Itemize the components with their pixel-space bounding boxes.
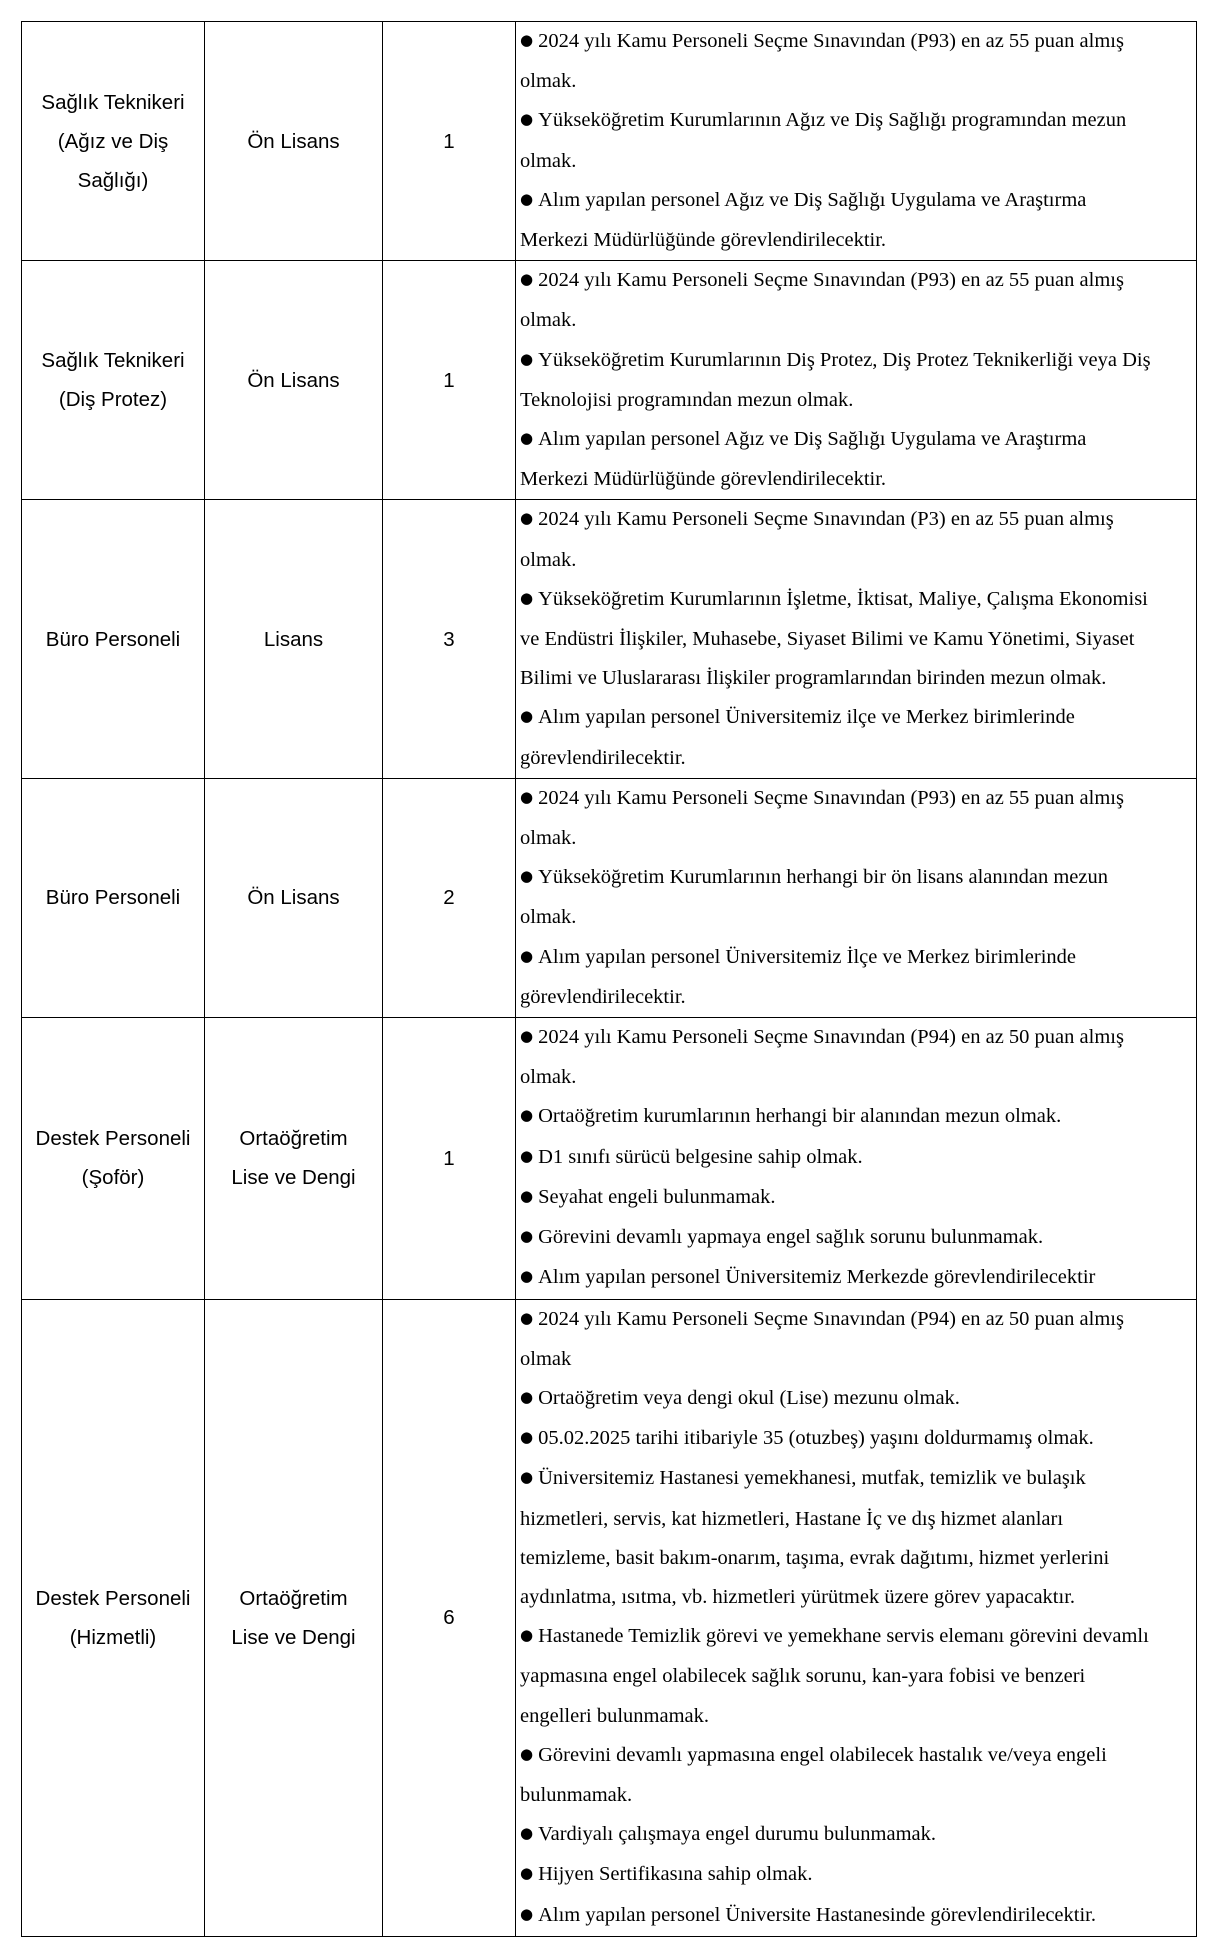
requirement-line	[520, 1419, 1192, 1459]
requirement-text: D1 sınıfı sürücü belgesine sahip olmak.	[538, 1145, 863, 1168]
position-count-cell	[383, 500, 516, 778]
requirement-line	[520, 1340, 1192, 1379]
requirements-list	[520, 261, 1192, 499]
bullet-icon: ●	[520, 707, 534, 726]
requirement-text: engelleri bulunmamak.	[520, 1704, 709, 1727]
requirement-text: aydınlatma, ısıtma, vb. hizmetleri yürütmek üzere görev yapacaktır.	[520, 1585, 1076, 1608]
requirement-item	[520, 261, 1192, 340]
requirement-line	[520, 181, 1192, 221]
requirement-line	[520, 1657, 1192, 1696]
requirement-text: olmak.	[520, 827, 577, 850]
requirement-text: Hastanede Temizlik görevi ve yemekhane servis elemanı görevini devamlı	[538, 1625, 1149, 1648]
requirement-line	[520, 1300, 1192, 1340]
requirement-item	[520, 858, 1192, 937]
requirement-item	[520, 1018, 1192, 1097]
requirement-line	[520, 1539, 1192, 1578]
requirement-line	[520, 500, 1192, 540]
requirement-line	[520, 1379, 1192, 1419]
requirement-text: yapmasına engel olabilecek sağlık sorunu, kan-yara fobisi ve benzeri	[520, 1665, 1086, 1688]
position-title-line: Büro Personeli	[45, 627, 181, 651]
requirement-line	[520, 819, 1192, 858]
requirement-item	[520, 1736, 1192, 1815]
bullet-icon: ●	[520, 1626, 534, 1645]
bullet-icon: ●	[520, 1027, 534, 1046]
education-level-cell	[205, 778, 383, 1017]
requirement-text: Merkezi Müdürlüğünde görevlendirilecektir.	[520, 468, 887, 491]
requirement-text: Yükseköğretim Kurumlarının İşletme, İktisat, Maliye, Çalışma Ekonomisi	[538, 587, 1148, 610]
requirements-cell	[516, 500, 1197, 778]
requirement-line	[520, 22, 1192, 62]
education-level-line: Lisans	[263, 627, 324, 651]
education-level-cell	[205, 500, 383, 778]
requirement-text: olmak.	[520, 548, 577, 571]
bullet-icon: ●	[520, 1106, 534, 1125]
position-count: 1	[443, 129, 455, 153]
position-count-cell	[383, 261, 516, 500]
position-title-cell	[22, 261, 205, 500]
requirement-text: Ortaöğretim veya dengi okul (Lise) mezunu olmak.	[538, 1386, 960, 1409]
table-row	[22, 500, 1197, 778]
position-title-cell	[22, 22, 205, 261]
requirement-item	[520, 181, 1192, 260]
bullet-icon: ●	[520, 509, 534, 528]
bullet-icon: ●	[520, 349, 534, 368]
requirement-text: Görevini devamlı yapmaya engel sağlık sorunu bulunmamak.	[538, 1226, 1044, 1249]
requirement-line	[520, 1218, 1192, 1258]
position-title-cell	[22, 1299, 205, 1936]
education-level-line: Ön Lisans	[247, 368, 340, 392]
requirement-text: 2024 yılı Kamu Personeli Seçme Sınavından (P94) en az 50 puan almış	[538, 1026, 1124, 1049]
requirement-text: 2024 yılı Kamu Personeli Seçme Sınavından (P93) en az 55 puan almış	[538, 30, 1124, 52]
education-level-line: Ön Lisans	[247, 886, 340, 910]
requirement-item	[520, 1300, 1192, 1379]
requirement-text: Seyahat engeli bulunmamak.	[538, 1185, 776, 1208]
requirement-text: Bilimi ve Uluslararası İlişkiler programlarından birinden mezun olmak.	[520, 667, 1107, 690]
table-row	[22, 1299, 1197, 1936]
bullet-icon: ●	[520, 787, 534, 806]
requirements-list	[520, 22, 1192, 260]
position-count-cell	[383, 1018, 516, 1299]
requirement-item	[520, 698, 1192, 777]
requirement-line	[520, 1578, 1192, 1617]
bullet-icon: ●	[520, 867, 534, 886]
requirements-cell	[516, 1018, 1197, 1299]
requirement-text: Hijyen Sertifikasına sahip olmak.	[538, 1863, 813, 1886]
requirement-item	[520, 580, 1192, 699]
requirement-text: Alım yapılan personel Ağız ve Diş Sağlığı Uygulama ve Araştırma	[538, 188, 1087, 211]
requirement-item	[520, 1855, 1192, 1895]
requirement-text: Alım yapılan personel Üniversitemiz İlçe ve Merkez birimlerinde	[538, 945, 1077, 968]
position-title-line: (Ağız ve Diş	[57, 129, 169, 153]
bullet-icon: ●	[520, 588, 534, 607]
requirement-line	[520, 659, 1192, 698]
education-level-line: Lise ve Dengi	[231, 1166, 356, 1190]
requirement-text: görevlendirilecektir.	[520, 985, 686, 1008]
requirements-cell	[516, 778, 1197, 1017]
requirement-line	[520, 1855, 1192, 1895]
requirement-line	[520, 1058, 1192, 1097]
position-title-line: (Hizmetli)	[69, 1625, 157, 1649]
requirement-line	[520, 1178, 1192, 1218]
education-level-cell	[205, 22, 383, 261]
requirement-item	[520, 1379, 1192, 1419]
position-count-cell	[383, 22, 516, 261]
requirement-item	[520, 779, 1192, 858]
requirement-line	[520, 898, 1192, 937]
requirement-text: olmak.	[520, 149, 577, 172]
requirement-line	[520, 221, 1192, 260]
position-count: 1	[443, 368, 455, 392]
requirement-text: Yükseköğretim Kurumlarının Diş Protez, Diş Protez Teknikerliği veya Diş	[538, 348, 1151, 371]
education-level-cell	[205, 261, 383, 500]
requirement-line	[520, 142, 1192, 181]
bullet-icon: ●	[520, 1904, 534, 1923]
requirement-item	[520, 1178, 1192, 1218]
position-title-line: Destek Personeli	[35, 1586, 191, 1610]
requirement-text: Yükseköğretim Kurumlarının herhangi bir ön lisans alanından mezun	[538, 866, 1108, 889]
education-level-cell	[205, 1018, 383, 1299]
requirement-text: Merkezi Müdürlüğünde görevlendirilecektir.	[520, 229, 887, 252]
position-title-line: (Şoför)	[81, 1166, 145, 1190]
requirement-line	[520, 1258, 1192, 1298]
bullet-icon: ●	[520, 1824, 534, 1843]
requirement-line	[520, 1097, 1192, 1137]
position-count: 6	[443, 1606, 455, 1630]
bullet-icon: ●	[520, 1308, 534, 1327]
requirement-item	[520, 22, 1192, 101]
requirements-cell	[516, 261, 1197, 500]
requirement-text: bulunmamak.	[520, 1783, 633, 1806]
bullet-icon: ●	[520, 1146, 534, 1165]
requirements-list	[520, 1018, 1192, 1298]
requirements-list	[520, 779, 1192, 1017]
requirement-item	[520, 1419, 1192, 1459]
requirement-text: ve Endüstri İlişkiler, Muhasebe, Siyaset Bilimi ve Kamu Yönetimi, Siyaset	[520, 628, 1135, 651]
table-body	[22, 22, 1197, 1937]
requirement-line	[520, 620, 1192, 659]
requirement-line	[520, 62, 1192, 101]
requirement-text: olmak.	[520, 309, 577, 332]
position-title-line: Sağlığı)	[77, 168, 149, 192]
position-count: 2	[443, 886, 455, 910]
requirement-text: Yükseköğretim Kurumlarının Ağız ve Diş Sağlığı programından mezun	[538, 109, 1127, 132]
requirement-line	[520, 460, 1192, 499]
requirement-text: 05.02.2025 tarihi itibariyle 35 (otuzbeş) yaşını doldurmamış olmak.	[538, 1427, 1094, 1450]
requirement-text: 2024 yılı Kamu Personeli Seçme Sınavından (P93) en az 55 puan almış	[538, 786, 1124, 809]
bullet-icon: ●	[520, 1267, 534, 1286]
requirement-item	[520, 341, 1192, 420]
requirement-text: Alım yapılan personel Üniversitemiz Merkezde görevlendirilecektir	[538, 1266, 1096, 1289]
position-count-cell	[383, 778, 516, 1017]
requirement-item	[520, 1097, 1192, 1137]
requirement-line	[520, 779, 1192, 819]
requirement-text: Üniversitemiz Hastanesi yemekhanesi, mutfak, temizlik ve bulaşık	[538, 1467, 1086, 1490]
requirement-text: Görevini devamlı yapmasına engel olabilecek hastalık ve/veya engeli	[538, 1743, 1107, 1766]
requirement-text: 2024 yılı Kamu Personeli Seçme Sınavından (P94) en az 50 puan almış	[538, 1307, 1124, 1330]
position-title-line: Destek Personeli	[35, 1127, 191, 1151]
requirement-line	[520, 261, 1192, 301]
education-level-line: Ortaöğretim	[239, 1586, 348, 1610]
requirement-line	[520, 938, 1192, 978]
requirement-line	[520, 101, 1192, 141]
bullet-icon: ●	[520, 946, 534, 965]
requirement-line	[520, 580, 1192, 620]
requirement-text: 2024 yılı Kamu Personeli Seçme Sınavından (P93) en az 55 puan almış	[538, 269, 1124, 292]
requirement-line	[520, 1697, 1192, 1736]
bullet-icon: ●	[520, 270, 534, 289]
bullet-icon: ●	[520, 1227, 534, 1246]
requirement-line	[520, 1500, 1192, 1539]
position-title-line: Sağlık Teknikeri	[41, 90, 185, 114]
requirement-item	[520, 1617, 1192, 1736]
requirement-line	[520, 978, 1192, 1017]
requirement-item	[520, 420, 1192, 499]
requirement-item	[520, 1138, 1192, 1178]
position-title-line: (Diş Protez)	[58, 388, 168, 412]
requirement-text: hizmetleri, servis, kat hizmetleri, Hastane İç ve dış hizmet alanları	[520, 1507, 1064, 1530]
bullet-icon: ●	[520, 189, 534, 208]
position-title-cell	[22, 500, 205, 778]
bullet-icon: ●	[520, 1428, 534, 1447]
position-title-cell	[22, 1018, 205, 1299]
position-title-line: Büro Personeli	[45, 886, 181, 910]
bullet-icon: ●	[520, 31, 534, 49]
bullet-icon: ●	[520, 1864, 534, 1883]
requirement-line	[520, 1896, 1192, 1936]
bullet-icon: ●	[520, 1186, 534, 1205]
requirement-line	[520, 739, 1192, 778]
position-title-cell	[22, 778, 205, 1017]
requirement-item	[520, 1258, 1192, 1298]
requirement-item	[520, 500, 1192, 579]
requirement-text: Teknolojisi programından mezun olmak.	[520, 388, 854, 411]
education-level-line: Ön Lisans	[247, 129, 340, 153]
position-count: 3	[443, 627, 455, 651]
requirement-text: olmak.	[520, 906, 577, 929]
table-row	[22, 778, 1197, 1017]
requirement-line	[520, 420, 1192, 460]
position-title-line: Sağlık Teknikeri	[41, 349, 185, 373]
education-level-cell	[205, 1299, 383, 1936]
requirements-list	[520, 1300, 1192, 1936]
positions-table	[21, 21, 1197, 1937]
requirement-line	[520, 698, 1192, 738]
requirement-line	[520, 1617, 1192, 1657]
requirement-line	[520, 1018, 1192, 1058]
requirement-line	[520, 1459, 1192, 1499]
bullet-icon: ●	[520, 1744, 534, 1763]
bullet-icon: ●	[520, 1387, 534, 1406]
bullet-icon: ●	[520, 110, 534, 129]
education-level-line: Ortaöğretim	[239, 1127, 348, 1151]
requirement-item	[520, 938, 1192, 1017]
requirement-line	[520, 858, 1192, 898]
requirement-text: Vardiyalı çalışmaya engel durumu bulunmamak.	[538, 1823, 937, 1846]
requirements-list	[520, 500, 1192, 777]
requirement-text: 2024 yılı Kamu Personeli Seçme Sınavından (P3) en az 55 puan almış	[538, 508, 1114, 531]
requirement-line	[520, 341, 1192, 381]
requirement-text: olmak.	[520, 1066, 577, 1089]
requirement-item	[520, 1459, 1192, 1617]
requirement-line	[520, 1138, 1192, 1178]
requirement-line	[520, 541, 1192, 580]
requirement-text: Ortaöğretim kurumlarının herhangi bir alanından mezun olmak.	[538, 1105, 1062, 1128]
education-level-line: Lise ve Dengi	[231, 1625, 356, 1649]
bullet-icon: ●	[520, 429, 534, 448]
position-count: 1	[443, 1146, 455, 1170]
requirement-text: görevlendirilecektir.	[520, 746, 686, 769]
requirements-cell	[516, 22, 1197, 261]
requirement-text: olmak	[520, 1347, 572, 1370]
requirement-text: temizleme, basit bakım-onarım, taşıma, evrak dağıtımı, hizmet yerlerini	[520, 1546, 1110, 1569]
requirement-line	[520, 301, 1192, 340]
requirement-line	[520, 1736, 1192, 1776]
requirement-item	[520, 1815, 1192, 1855]
requirement-line	[520, 381, 1192, 420]
requirement-text: Alım yapılan personel Üniversitemiz ilçe ve Merkez birimlerinde	[538, 706, 1075, 729]
table-row	[22, 1018, 1197, 1299]
requirement-text: olmak.	[520, 70, 577, 93]
requirement-item	[520, 101, 1192, 180]
table-row	[22, 261, 1197, 500]
requirement-item	[520, 1896, 1192, 1936]
position-count-cell	[383, 1299, 516, 1936]
requirements-cell	[516, 1299, 1197, 1936]
requirement-line	[520, 1776, 1192, 1815]
requirement-text: Alım yapılan personel Ağız ve Diş Sağlığı Uygulama ve Araştırma	[538, 428, 1087, 451]
requirement-line	[520, 1815, 1192, 1855]
requirement-text: Alım yapılan personel Üniversite Hastanesinde görevlendirilecektir.	[538, 1903, 1096, 1926]
table-row	[22, 22, 1197, 261]
requirement-item	[520, 1218, 1192, 1258]
bullet-icon: ●	[520, 1468, 534, 1487]
